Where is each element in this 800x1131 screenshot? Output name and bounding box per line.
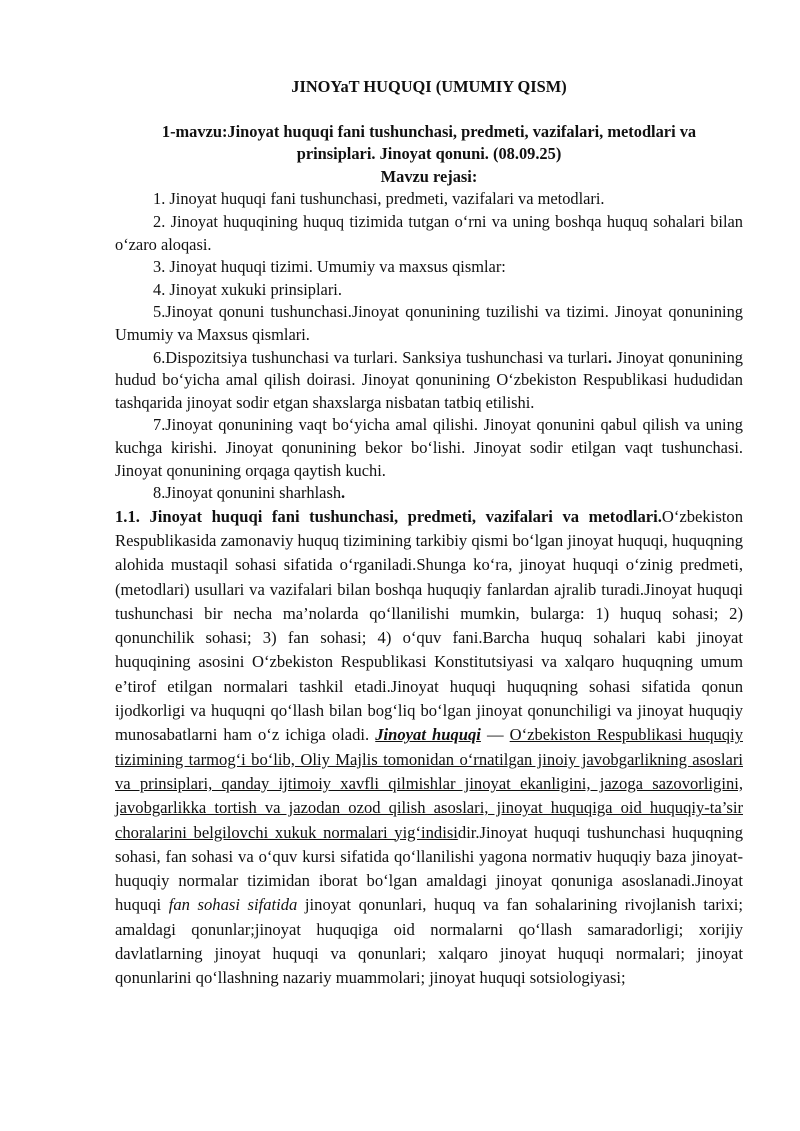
plan-item-3: 3. Jinoyat huquqi tizimi. Umumiy va maxsus qismlar:: [153, 257, 506, 277]
section-text-3: jinoyat qonunlari, huquq va fan sohalarining rivojlanish tarixi; amaldagi qonunlar;jinoyat huquqiga oid normalarni qo‘llash samaradorligi; xorijiy davlatlarning jinoyat huquqi va qonunlari; xalqaro jinoyat huquqi normalari; jinoyat qonunlarini qo‘llashning nazariy muammolari; jinoyat huquqi sotsiologiyasi;: [115, 895, 743, 988]
plan-item-8-dot: .: [341, 483, 346, 503]
plan-item-6: [115, 347, 743, 415]
document-title: JINOYaT HUQUQI (UMUMIY QISM): [291, 77, 567, 96]
topic-title-line1: 1-mavzu:Jinoyat huquqi fani tushunchasi, predmeti, vazifalari, metodlari va: [161, 121, 697, 141]
definition-text: O‘zbekiston Respublikasi huquqiy tizimining tarmog‘i bo‘lib, Oliy Majlis tomonidan o‘rnatilgan jinoiy javobgarlikning asoslari va prinsiplari, qanday ijtimoiy xavfli qilmishlar jinoyat ekanligini, jazoga sazovorligini, javobgarlikka tortish va jazodan ozod qilish asoslari, jinoyat huquqiga oid huquqiy-ta’sir choralarini belgilovchi xukuk normalari yig‘indisi: [115, 725, 743, 842]
defined-term: Jinoyat huquqi: [375, 725, 481, 745]
italic-phrase: fan sohasi sifatida: [168, 895, 298, 915]
section-text-1: O‘zbekiston Respublikasida zamonaviy huquq tizimining tarkibiy qismi bo‘lgan jinoyat huquqi, huquqning alohida mustaqil sohasi sifatida o‘rganiladi.Shunga ko‘ra, jinoyat huquqi o‘zinig predmeti, (metodlari) usullari va vazifalari bilan boshqa huquqiy fanlardan ajralib turadi.Jinoyat huquqi tushunchasi bir necha ma’nolarda qo‘llanilishi mumkin, bularga: 1) huquq sohasi; 2) qonunchilik sohasi; 3) fan sohasi; 4) o‘quv fani.Barcha huquq sohalari kabi jinoyat huquqining asosini O‘zbekiston Respublikasi Konstitutsiyasi va xalqaro huquqning umum e’tirof etilgan normalari tashkil etadi.Jinoyat huquqi huquqning sohasi sifatida qonun ijodkorligi va huquqni qo‘llash bilan bog‘liq bo‘lgan jinoyat qonunchiligi va jinoyat huquqiy munosabatlarni ham o‘z ichiga oladi.: [115, 506, 743, 745]
topic-title-line2: prinsiplari. Jinoyat qonuni. (08.09.25): [296, 144, 562, 164]
plan-item-4: 4. Jinoyat xukuki prinsiplari.: [153, 279, 342, 299]
plan-item-7: 7.Jinoyat qonunining vaqt bo‘yicha amal qilishi. Jinoyat qonunini qabul qilish va uning kuchga kirishi. Jinoyat qonunining bekor bo‘lishi. Jinoyat sodir etilgan vaqt tushunchasi. Jinoyat qonunining orqaga qaytish kuchi.: [115, 415, 743, 480]
section-heading: 1.1. Jinoyat huquqi fani tushunchasi, predmeti, vazifalari va metodlari.: [115, 506, 662, 526]
plan-item-1: 1. Jinoyat huquqi fani tushunchasi, predmeti, vazifalari va metodlari.: [153, 189, 605, 209]
plan-item-6-part-b: Jinoyat qonunining hudud bo‘yicha amal qilish doirasi. Jinoyat qonunining O‘zbekiston Respublikasi hududidan tashqarida jinoyat sodir etgan shaxslarga nisbatan tatbiq etilishi.: [115, 347, 743, 412]
plan-item-8-text: 8.Jinoyat qonunini sharhlash: [153, 483, 342, 503]
plan-item-8: [115, 482, 743, 505]
section-text-2: dir.Jinoyat huquqi tushunchasi huquqning sohasi, fan sohasi va o‘quv kursi sifatida qo‘llanilishi yagona normativ huquqiy baza jinoyat-huquqiy normalar tizimidan iborat bo‘lgan amaldagi jinoyat qonuniga asoslanadi.Jinoyat huquqi: [115, 822, 743, 915]
plan-item-2: 2. Jinoyat huquqining huquq tizimida tutgan o‘rni va uning boshqa huquq sohalari bilan o‘zaro aloqasi.: [115, 211, 743, 254]
plan-item-6-dot: .: [607, 347, 612, 367]
plan-heading: Mavzu rejasi:: [380, 166, 478, 186]
definition-dash: —: [480, 725, 510, 745]
section-paragraph: [115, 505, 743, 991]
plan-item-6-part-a: 6.Dispozitsiya tushunchasi va turlari. Sanksiya tushunchasi va turlari: [153, 347, 608, 367]
plan-item-5: 5.Jinoyat qonuni tushunchasi.Jinoyat qonunining tuzilishi va tizimi. Jinoyat qonunining Umumiy va Maxsus qismlari.: [115, 302, 743, 344]
